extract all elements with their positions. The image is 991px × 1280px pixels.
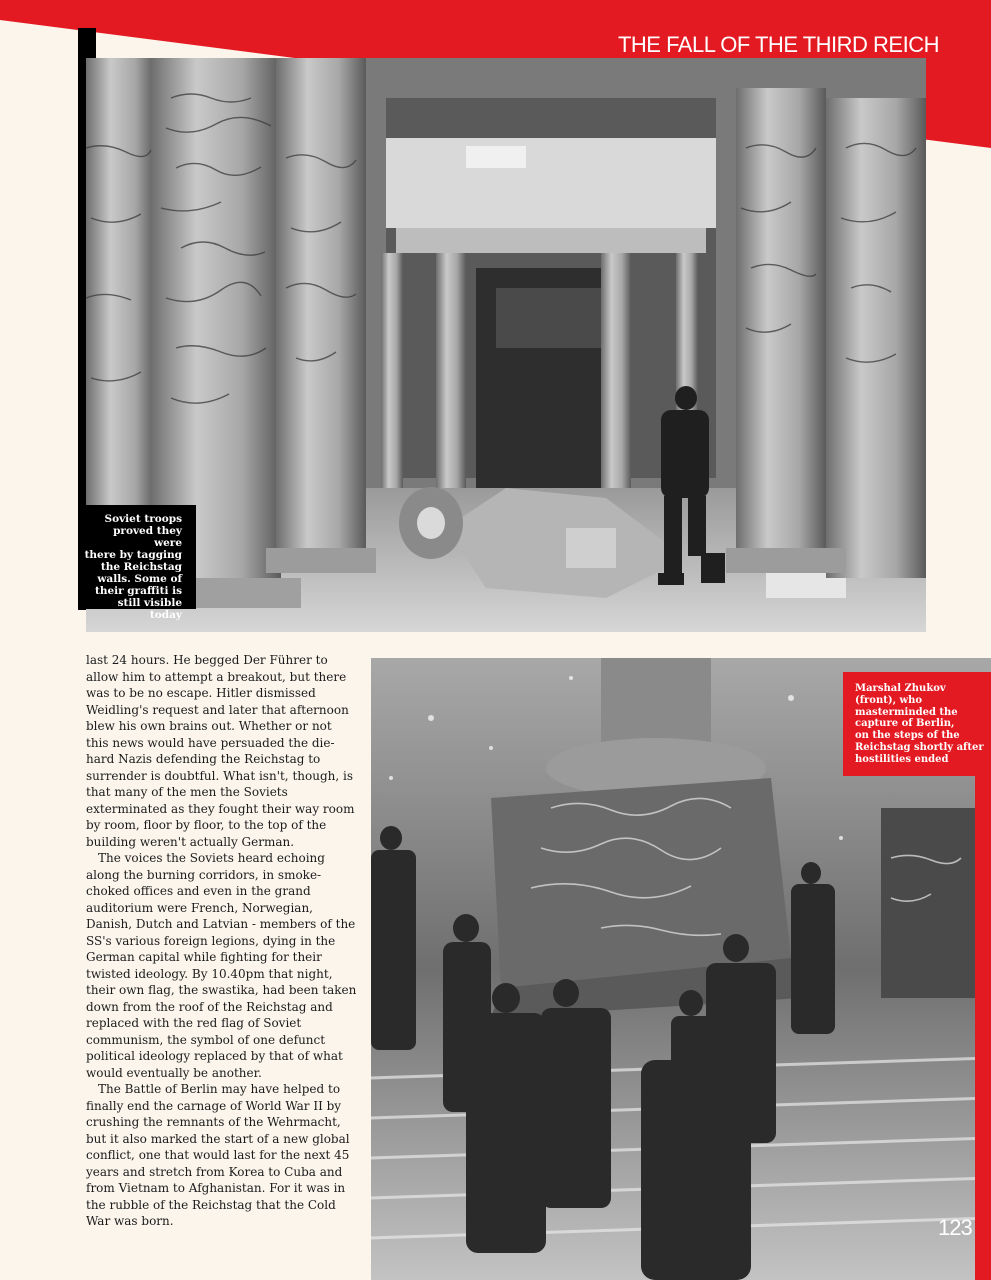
caption-line: masterminded the — [855, 706, 958, 718]
article-paragraph: The Battle of Berlin may have helped to finally end the carnage of World War II by crushing the remnants of the Wehrmacht, but it also marked the start of a new global conflict, one that would last for the next 45 years and stretch from Korea to Cuba and from Vietnam to Afghanistan. For it was in the rubble of the Reichstag that the Cold War was born. — [86, 1082, 350, 1228]
caption-line: the Reichstag — [100, 561, 182, 573]
caption-line: Soviet troops — [104, 513, 182, 525]
bottom-photo-caption — [843, 672, 991, 776]
caption-line: capture of Berlin, — [855, 718, 955, 730]
reichstag-graffiti-photo — [86, 58, 926, 632]
top-photo-caption — [78, 505, 196, 621]
caption-line: their graffiti is — [94, 585, 182, 597]
caption-line: Marshal Zhukov — [855, 683, 946, 694]
caption-line: there by tagging — [84, 549, 182, 561]
article-body — [86, 652, 358, 1230]
caption-line: proved they were — [113, 525, 182, 549]
article-paragraph: The voices the Soviets heard echoing along the burning corridors, in smoke-choked offices and even in the grand auditorium were French, Norwegian, Danish, Dutch and Latvian - members of the SS's various foreign legions, dying in the German capital while fighting for their twisted ideology. By 10.40pm that night, their own flag, the swastika, had been taken down from the roof of the Reichstag and replaced with the red flag of Soviet communism, the symbol of one defunct political ideology replaced by that of what would eventually be another. — [86, 851, 357, 1080]
caption-line: hostilities ended — [855, 753, 949, 765]
caption-line: (front), who — [855, 694, 923, 706]
section-title: THE FALL OF THE THIRD REICH — [617, 32, 939, 57]
caption-line: still visible today — [117, 597, 182, 621]
page-number: 123 — [938, 1215, 972, 1240]
article-paragraph: last 24 hours. He begged Der Führer to allow him to attempt a breakout, but there was to be no escape. Hitler dismissed Weidling's request and later that afternoon blew his own brains out. Whether or not this news would have persuaded the die-hard Nazis defending the Reichstag to surrender is doubtful. What isn't, though, is that many of the men the Soviets exterminated as they fought their way room by room, floor by floor, to the top of the building weren't actually German. — [86, 653, 355, 849]
caption-line: walls. Some of — [97, 573, 182, 585]
caption-line: on the steps of the — [855, 730, 960, 742]
caption-line: Reichstag shortly after — [855, 741, 984, 753]
